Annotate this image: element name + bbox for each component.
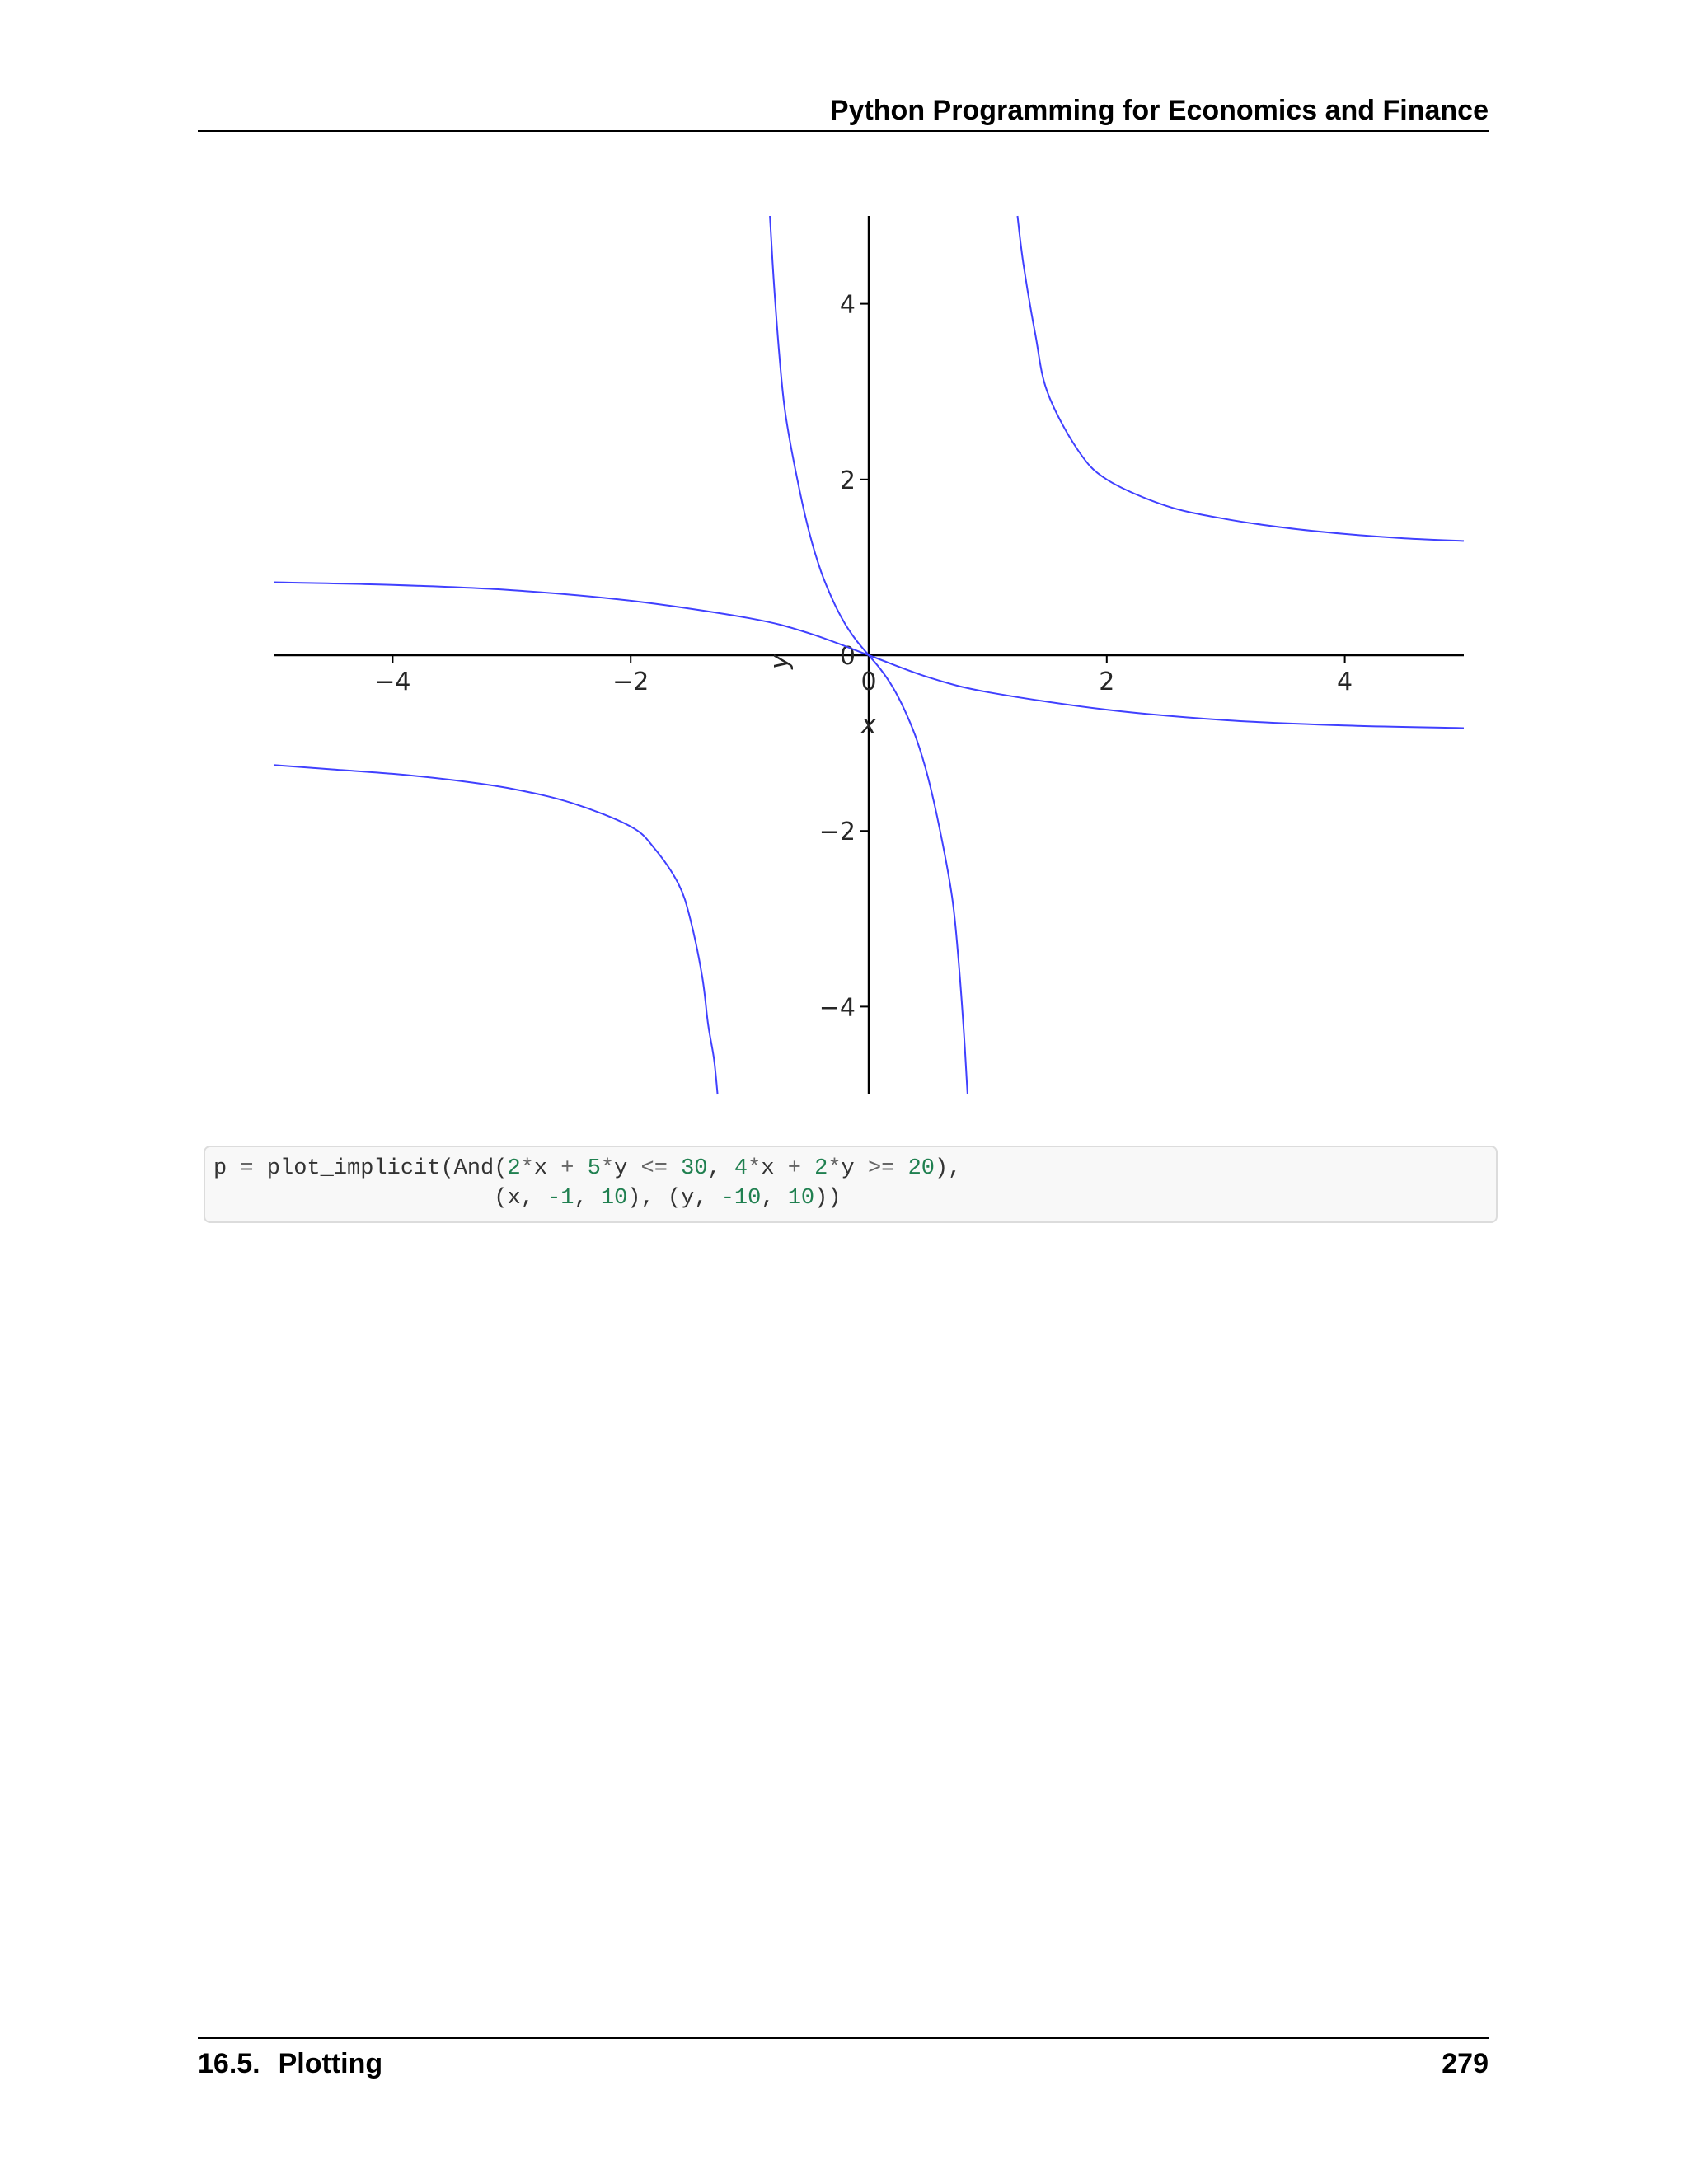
code-token [668,1156,681,1181]
implicit-plot [198,190,1489,1129]
x-tick-label: −2 [612,668,649,696]
y-tick-label: 0 [839,642,856,671]
curve-branch [274,765,718,1094]
y-axis-label: y [766,654,795,669]
code-token: (x, [213,1186,548,1211]
x-tick-label: 4 [1337,668,1353,696]
y-tick-label: −2 [818,818,856,847]
y-tick-label: −4 [818,993,856,1023]
code-token: 5 [587,1156,601,1181]
code-token: , [761,1186,788,1211]
code-token: 20 [907,1156,935,1181]
x-tick-label: 2 [1099,668,1115,696]
code-token: p [213,1156,241,1181]
code-token: 10 [600,1186,628,1211]
section-number: 16.5. [198,2048,260,2079]
code-token: 2 [814,1156,828,1181]
running-header: Python Programming for Economics and Finance [829,95,1489,126]
code-token [574,1156,587,1181]
code-token: 4 [734,1156,748,1181]
code-token: , [574,1186,601,1211]
y-tick-label: 2 [839,466,856,495]
x-axis-label: x [861,710,876,739]
code-token: = [240,1156,254,1181]
code-token [894,1156,907,1181]
code-token: * [828,1156,842,1181]
section-title: Plotting [278,2048,383,2079]
page-number: 279 [1442,2048,1489,2079]
x-tick-label: 0 [860,668,877,696]
curve-branch [1018,216,1465,541]
code-token: >= [867,1156,895,1181]
footer-section [198,2044,382,2083]
code-token: )) [814,1186,842,1211]
implicit-plot-figure [198,190,1489,1129]
header-rule [198,130,1489,132]
code-token: -1 [547,1186,574,1211]
code-token: 2 [507,1156,521,1181]
code-token: * [520,1156,534,1181]
code-token: + [560,1156,574,1181]
code-token: * [600,1156,615,1181]
x-tick-label: −4 [374,668,411,696]
code-token: y [841,1156,868,1181]
code-token: 10 [787,1186,815,1211]
code-token: , [707,1156,734,1181]
code-token: ), (y, [627,1186,721,1211]
code-token: -10 [720,1186,762,1211]
code-token: y [614,1156,641,1181]
code-token: * [748,1156,762,1181]
code-token: ), [934,1156,962,1181]
code-token: 30 [681,1156,708,1181]
code-line [213,1183,842,1213]
y-tick-label: 4 [839,290,856,320]
code-token: x [533,1156,561,1181]
code-token: x [761,1156,788,1181]
code-block [204,1146,1498,1223]
code-token [801,1156,814,1181]
code-token: + [787,1156,801,1181]
code-token: <= [640,1156,668,1181]
code-line [213,1154,961,1183]
footer-rule [198,2037,1489,2039]
code-token: plot_implicit(And( [253,1156,508,1181]
